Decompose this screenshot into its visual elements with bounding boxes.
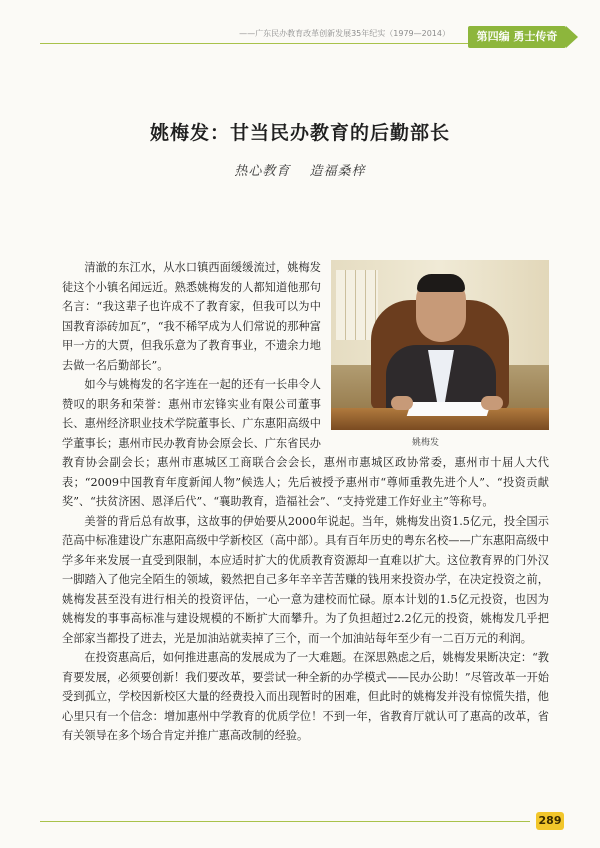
paragraph-3: 美誉的背后总有故事，这故事的伊始要从2000年说起。当年，姚梅发出资1.5亿元，投全国示范高中标准建设广东惠阳高级中学新校区（高中部）。具有百年历史的粤东名校——广东惠阳高级中学多年来发展一直受到限制，本应适时扩大的优质教育资源却一直难以扩大。这位教育界的门外汉一脚踏入了他完全陌生的领域，毅然把自己多年辛辛苦苦赚的钱用来投资办学，在决定投资之前，姚梅发甚至没有进行相关的投资评估，一心一意为建校而忙碌。原本计划的1.5亿元投资，也因为姚梅发的事事高标准与建设规模的不断扩大而攀升。为了负担超过2.2亿元的投资，姚梅发几乎把全部家当都投了进去，光是加油站就卖掉了三个，而一个加油站每年至少有一二百万元的利润。	[62, 514, 549, 645]
show-through-text-bottom	[60, 778, 540, 818]
portrait-photo	[331, 260, 549, 430]
footer-rule	[40, 821, 530, 822]
article-body	[62, 258, 549, 778]
header-rule	[40, 43, 470, 44]
paragraph-4: 在投资惠高后，如何推进惠高的发展成为了一大难题。在深思熟虑之后，姚梅发果断决定：“教育要发展，必须要创新！我们要改革，要尝试一种全新的办学模式——民办公助！”尽管改革一开始受到孤立，学校因新校区大量的经费投入而出现暂时的困难，但此时的姚梅发并没有惊慌失措，他心里只有一个信念：增加惠州中学教育的优质学位！不到一年，省教育厅就认可了惠高的改革，省有关领导在多个场合肯定并推广惠高改制的经验。	[62, 651, 549, 742]
page-number: 289	[536, 812, 564, 830]
running-title: ——广东民办教育改革创新发展35年纪实（1979—2014）	[239, 29, 450, 38]
show-through-text-top	[0, 60, 600, 120]
section-badge-arrow-icon	[566, 26, 578, 48]
article-title: 姚梅发：甘当民办教育的后勤部长	[149, 122, 450, 144]
show-through-text-mid	[60, 190, 540, 246]
photo-caption: 姚梅发	[411, 438, 439, 448]
section-badge: 第四编 勇士传奇	[468, 26, 566, 48]
paragraph-1: 清澈的东江水，从水口镇西面缓缓流过，姚梅发徒这个小镇名闻远近。熟悉姚梅发的人都知道他那句名言：“我这辈子也许成不了教育家，但我可以为中国教育添砖加瓦”，“我不稀罕成为人们常说的那种富甲一方的大贾，但我乐意为了教育事业，不遗余力地去做一名后勤部长”。	[62, 261, 321, 372]
portrait-figure	[331, 260, 549, 446]
paragraph-2: 如今与姚梅发的名字连在一起的还有一长串令人赞叹的职务和荣誉：惠州市宏锋实业有限公司董事长、惠州经济职业技术学院董事长、广东惠阳高级中学董事长；惠州市民办教育协会原会长、广东省民办教育协会副会长；惠州市惠城区工商联合会会长，惠州市惠城区政协常委，惠州市十届人大代表；“2009中国教育年度新闻人物”候选人；先后被授予惠州市“尊师重教先进个人”、“投资贡献奖”、“扶贫济困、恩泽后代”、“襄助教育，造福社会”、“支持党建工作好业主”等称号。	[62, 378, 549, 508]
page-header	[0, 22, 600, 52]
article-subtitle: 热心教育 造福桑梓	[234, 164, 366, 179]
